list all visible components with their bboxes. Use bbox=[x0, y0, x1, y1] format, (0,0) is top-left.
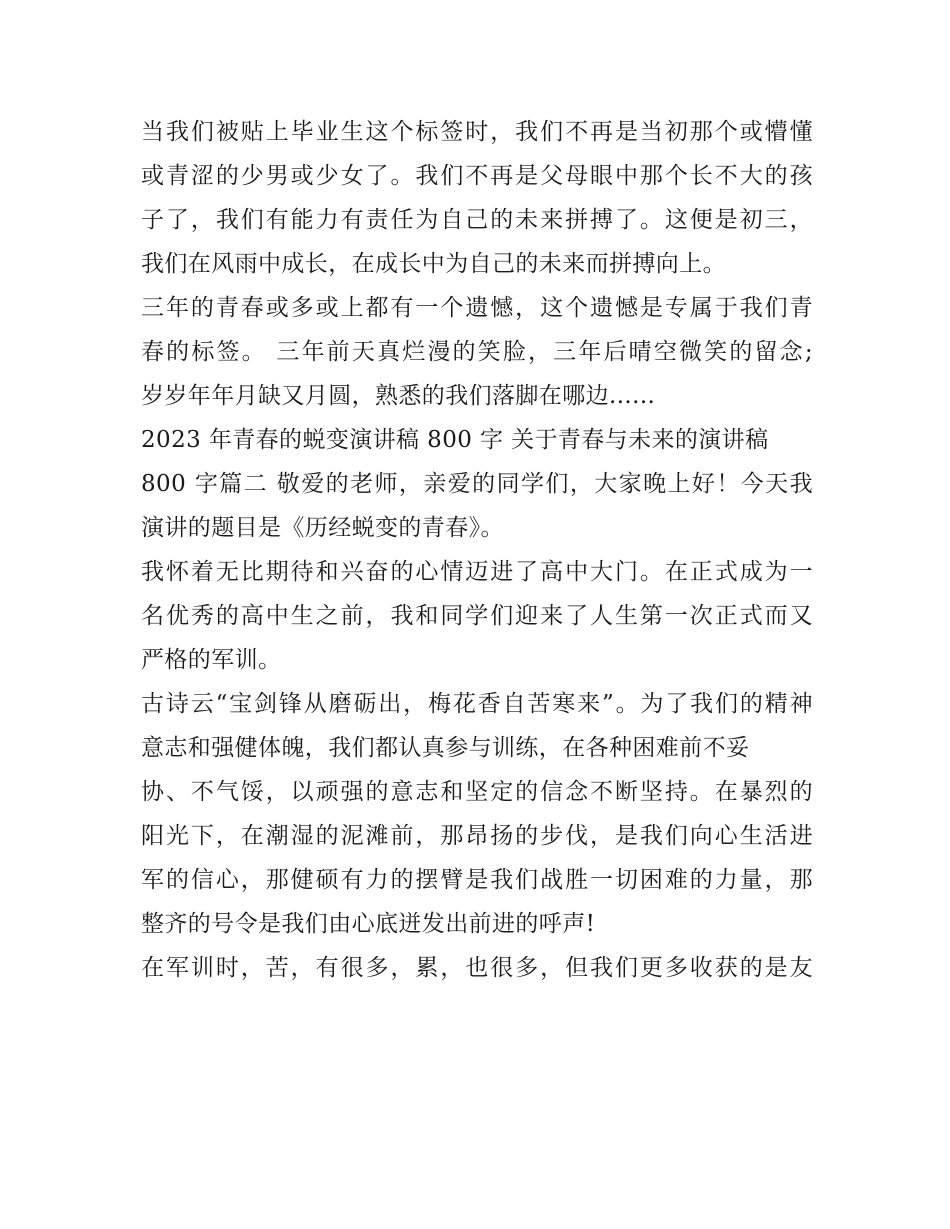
text-line: 整齐的号令是我们由心底迸发出前进的呼声! bbox=[141, 911, 596, 937]
text-line: 我们在风雨中成长，在成长中为自己的未来而拼搏向上。 bbox=[141, 251, 726, 277]
text-line: 在军训时，苦，有很多，累，也很多，但我们更多收获的是友 bbox=[141, 955, 813, 981]
text-line: 协、不气馁，以顽强的意志和坚定的信念不断坚持。在暴烈的 bbox=[141, 779, 813, 805]
text-line: 子了，我们有能力有责任为自己的未来拼搏了。这便是初三， bbox=[141, 207, 813, 233]
text-line: 阳光下，在潮湿的泥滩前，那昂扬的步伐，是我们向心生活进 bbox=[141, 823, 813, 849]
text-line: 当我们被贴上毕业生这个标签时，我们不再是当初那个或懵懂 bbox=[141, 119, 813, 145]
text-line: 名优秀的高中生之前，我和同学们迎来了人生第一次正式而又 bbox=[141, 603, 813, 629]
text-line: 我怀着无比期待和兴奋的心情迈进了高中大门。在正式成为一 bbox=[141, 559, 813, 585]
text-line: 2023 年青春的蜕变演讲稿 800 字 关于青春与未来的演讲稿 bbox=[141, 427, 769, 453]
text-line: 岁岁年年月缺又月圆，熟悉的我们落脚在哪边...... bbox=[141, 383, 656, 409]
text-line: 演讲的题目是《历经蜕变的青春》。 bbox=[141, 515, 504, 541]
text-line: 800 字篇二 敬爱的老师，亲爱的同学们，大家晚上好！今天我 bbox=[141, 471, 813, 497]
text-line: 意志和强健体魄，我们都认真参与训练，在各种困难前不妥 bbox=[141, 735, 750, 761]
text-line: 严格的军训。 bbox=[141, 647, 282, 673]
text-line: 春的标签。 三年前天真烂漫的笑脸，三年后晴空微笑的留念; bbox=[141, 339, 813, 365]
document-body bbox=[141, 110, 813, 990]
text-line: 三年的青春或多或上都有一个遗憾，这个遗憾是专属于我们青 bbox=[141, 295, 813, 321]
text-line: 或青涩的少男或少女了。我们不再是父母眼中那个长不大的孩 bbox=[141, 163, 813, 189]
text-line: 军的信心，那健硕有力的摆臂是我们战胜一切困难的力量，那 bbox=[141, 867, 813, 893]
text-line: 古诗云“宝剑锋从磨砺出，梅花香自苦寒来”。为了我们的精神 bbox=[141, 691, 813, 717]
